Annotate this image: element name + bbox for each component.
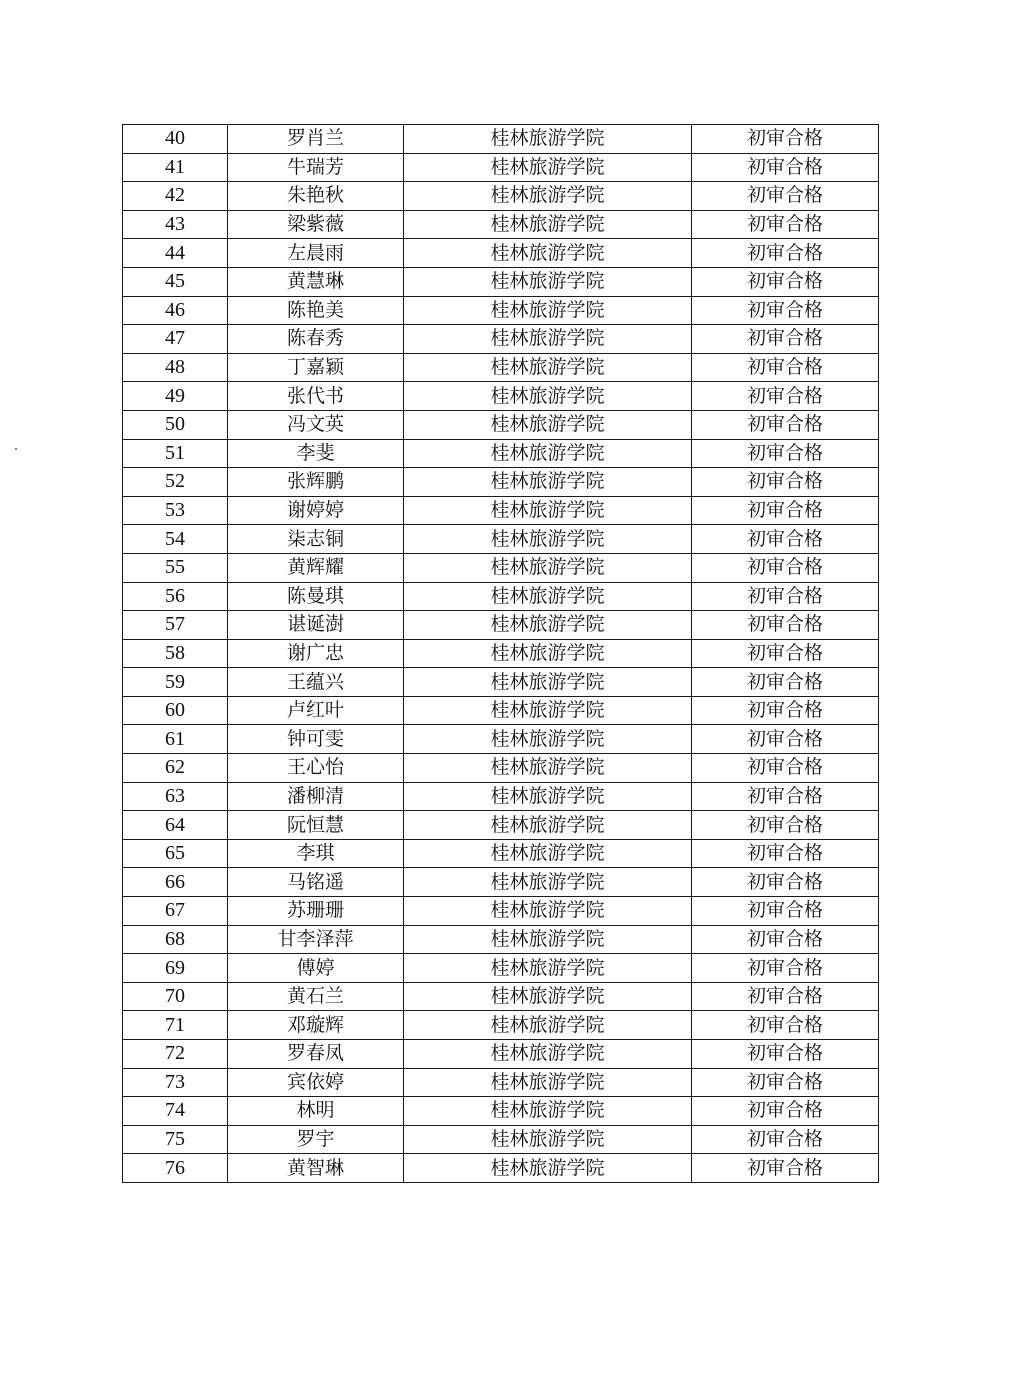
table-row — [123, 1097, 879, 1126]
school-name: 桂林旅游学院 — [404, 267, 692, 296]
review-status: 初审合格 — [692, 925, 879, 954]
row-number: 45 — [123, 267, 228, 296]
row-number: 76 — [123, 1154, 228, 1183]
review-status: 初审合格 — [692, 353, 879, 382]
review-status: 初审合格 — [692, 325, 879, 354]
applicant-name: 黄慧琳 — [228, 267, 404, 296]
applicant-name: 张辉鹏 — [228, 468, 404, 497]
table-row — [123, 754, 879, 783]
table-row — [123, 925, 879, 954]
row-number: 75 — [123, 1125, 228, 1154]
table-row — [123, 582, 879, 611]
school-name: 桂林旅游学院 — [404, 1040, 692, 1069]
scan-speck — [15, 448, 17, 450]
row-number: 41 — [123, 153, 228, 182]
review-status: 初审合格 — [692, 153, 879, 182]
applicant-name: 柒志铜 — [228, 525, 404, 554]
school-name: 桂林旅游学院 — [404, 296, 692, 325]
applicant-name: 张代书 — [228, 382, 404, 411]
row-number: 69 — [123, 954, 228, 983]
review-status: 初审合格 — [692, 582, 879, 611]
school-name: 桂林旅游学院 — [404, 496, 692, 525]
school-name: 桂林旅游学院 — [404, 325, 692, 354]
row-number: 42 — [123, 182, 228, 211]
row-number: 58 — [123, 639, 228, 668]
table-row — [123, 982, 879, 1011]
table-row — [123, 1154, 879, 1183]
table-row — [123, 468, 879, 497]
applicant-name: 李琪 — [228, 839, 404, 868]
review-status: 初审合格 — [692, 754, 879, 783]
table-row — [123, 1068, 879, 1097]
table-row — [123, 897, 879, 926]
applicant-name: 谢广忠 — [228, 639, 404, 668]
applicant-name: 陈艳美 — [228, 296, 404, 325]
review-status: 初审合格 — [692, 982, 879, 1011]
review-status: 初审合格 — [692, 296, 879, 325]
table-row — [123, 267, 879, 296]
row-number: 61 — [123, 725, 228, 754]
school-name: 桂林旅游学院 — [404, 582, 692, 611]
row-number: 60 — [123, 696, 228, 725]
row-number: 71 — [123, 1011, 228, 1040]
table-row — [123, 1040, 879, 1069]
review-status: 初审合格 — [692, 868, 879, 897]
applicant-name: 阮恒慧 — [228, 811, 404, 840]
review-status: 初审合格 — [692, 668, 879, 697]
row-number: 46 — [123, 296, 228, 325]
applicant-name: 罗肖兰 — [228, 125, 404, 154]
row-number: 54 — [123, 525, 228, 554]
applicant-name: 谢婷婷 — [228, 496, 404, 525]
review-status: 初审合格 — [692, 182, 879, 211]
table-row — [123, 210, 879, 239]
review-status: 初审合格 — [692, 1040, 879, 1069]
review-status: 初审合格 — [692, 439, 879, 468]
row-number: 67 — [123, 897, 228, 926]
table-row — [123, 325, 879, 354]
school-name: 桂林旅游学院 — [404, 125, 692, 154]
review-status: 初审合格 — [692, 267, 879, 296]
row-number: 59 — [123, 668, 228, 697]
applicant-name: 王心怡 — [228, 754, 404, 783]
school-name: 桂林旅游学院 — [404, 982, 692, 1011]
review-status: 初审合格 — [692, 525, 879, 554]
table-row — [123, 496, 879, 525]
row-number: 43 — [123, 210, 228, 239]
school-name: 桂林旅游学院 — [404, 382, 692, 411]
school-name: 桂林旅游学院 — [404, 696, 692, 725]
table-row — [123, 439, 879, 468]
review-status: 初审合格 — [692, 725, 879, 754]
school-name: 桂林旅游学院 — [404, 1125, 692, 1154]
school-name: 桂林旅游学院 — [404, 439, 692, 468]
table-row — [123, 553, 879, 582]
applicant-name: 王蕴兴 — [228, 668, 404, 697]
table-row — [123, 353, 879, 382]
row-number: 57 — [123, 611, 228, 640]
review-status: 初审合格 — [692, 639, 879, 668]
review-status: 初审合格 — [692, 1097, 879, 1126]
table-row — [123, 296, 879, 325]
row-number: 47 — [123, 325, 228, 354]
applicant-name: 邓璇辉 — [228, 1011, 404, 1040]
school-name: 桂林旅游学院 — [404, 782, 692, 811]
school-name: 桂林旅游学院 — [404, 811, 692, 840]
applicant-name: 罗春凤 — [228, 1040, 404, 1069]
review-status: 初审合格 — [692, 1011, 879, 1040]
school-name: 桂林旅游学院 — [404, 1097, 692, 1126]
school-name: 桂林旅游学院 — [404, 954, 692, 983]
review-status: 初审合格 — [692, 611, 879, 640]
applicant-name: 梁紫薇 — [228, 210, 404, 239]
table-row — [123, 525, 879, 554]
review-status: 初审合格 — [692, 553, 879, 582]
table-row — [123, 1125, 879, 1154]
row-number: 56 — [123, 582, 228, 611]
school-name: 桂林旅游学院 — [404, 668, 692, 697]
applicant-name: 黄石兰 — [228, 982, 404, 1011]
applicant-name: 林明 — [228, 1097, 404, 1126]
review-status: 初审合格 — [692, 125, 879, 154]
row-number: 52 — [123, 468, 228, 497]
school-name: 桂林旅游学院 — [404, 353, 692, 382]
school-name: 桂林旅游学院 — [404, 611, 692, 640]
applicant-name: 甘李泽萍 — [228, 925, 404, 954]
school-name: 桂林旅游学院 — [404, 182, 692, 211]
applicant-name: 潘柳清 — [228, 782, 404, 811]
table-row — [123, 696, 879, 725]
row-number: 68 — [123, 925, 228, 954]
school-name: 桂林旅游学院 — [404, 897, 692, 926]
row-number: 48 — [123, 353, 228, 382]
row-number: 63 — [123, 782, 228, 811]
applicant-name: 冯文英 — [228, 410, 404, 439]
applicant-name: 陈曼琪 — [228, 582, 404, 611]
school-name: 桂林旅游学院 — [404, 410, 692, 439]
applicant-name: 苏珊珊 — [228, 897, 404, 926]
review-status: 初审合格 — [692, 382, 879, 411]
applicant-name: 钟可雯 — [228, 725, 404, 754]
applicant-name: 左晨雨 — [228, 239, 404, 268]
school-name: 桂林旅游学院 — [404, 1011, 692, 1040]
row-number: 74 — [123, 1097, 228, 1126]
table-row — [123, 125, 879, 154]
review-status: 初审合格 — [692, 410, 879, 439]
row-number: 51 — [123, 439, 228, 468]
applicant-name: 宾依婷 — [228, 1068, 404, 1097]
table-row — [123, 725, 879, 754]
table-row — [123, 239, 879, 268]
school-name: 桂林旅游学院 — [404, 925, 692, 954]
applicant-name: 卢红叶 — [228, 696, 404, 725]
school-name: 桂林旅游学院 — [404, 525, 692, 554]
table-row — [123, 668, 879, 697]
school-name: 桂林旅游学院 — [404, 153, 692, 182]
roster-sheet — [122, 124, 878, 1183]
review-status: 初审合格 — [692, 811, 879, 840]
applicant-name: 牛瑞芳 — [228, 153, 404, 182]
applicant-name: 罗宇 — [228, 1125, 404, 1154]
review-status: 初审合格 — [692, 1125, 879, 1154]
table-row — [123, 782, 879, 811]
applicant-name: 朱艳秋 — [228, 182, 404, 211]
school-name: 桂林旅游学院 — [404, 839, 692, 868]
row-number: 50 — [123, 410, 228, 439]
school-name: 桂林旅游学院 — [404, 210, 692, 239]
row-number: 55 — [123, 553, 228, 582]
review-status: 初审合格 — [692, 954, 879, 983]
applicant-name: 陈春秀 — [228, 325, 404, 354]
review-status: 初审合格 — [692, 696, 879, 725]
applicant-name: 马铭遥 — [228, 868, 404, 897]
applicant-name: 丁嘉颖 — [228, 353, 404, 382]
review-status: 初审合格 — [692, 839, 879, 868]
row-number: 40 — [123, 125, 228, 154]
table-row — [123, 611, 879, 640]
row-number: 73 — [123, 1068, 228, 1097]
table-row — [123, 954, 879, 983]
table-row — [123, 153, 879, 182]
row-number: 72 — [123, 1040, 228, 1069]
table-row — [123, 382, 879, 411]
school-name: 桂林旅游学院 — [404, 725, 692, 754]
table-row — [123, 639, 879, 668]
review-status: 初审合格 — [692, 897, 879, 926]
school-name: 桂林旅游学院 — [404, 1154, 692, 1183]
row-number: 65 — [123, 839, 228, 868]
review-status: 初审合格 — [692, 210, 879, 239]
review-status: 初审合格 — [692, 1154, 879, 1183]
table-row — [123, 868, 879, 897]
applicant-name: 李斐 — [228, 439, 404, 468]
roster-table — [122, 124, 879, 1183]
table-row — [123, 839, 879, 868]
school-name: 桂林旅游学院 — [404, 239, 692, 268]
roster-body — [123, 125, 879, 1183]
school-name: 桂林旅游学院 — [404, 468, 692, 497]
row-number: 53 — [123, 496, 228, 525]
row-number: 62 — [123, 754, 228, 783]
row-number: 44 — [123, 239, 228, 268]
row-number: 70 — [123, 982, 228, 1011]
school-name: 桂林旅游学院 — [404, 754, 692, 783]
review-status: 初审合格 — [692, 496, 879, 525]
review-status: 初审合格 — [692, 1068, 879, 1097]
school-name: 桂林旅游学院 — [404, 639, 692, 668]
review-status: 初审合格 — [692, 468, 879, 497]
applicant-name: 谌诞澍 — [228, 611, 404, 640]
table-row — [123, 811, 879, 840]
review-status: 初审合格 — [692, 782, 879, 811]
school-name: 桂林旅游学院 — [404, 868, 692, 897]
review-status: 初审合格 — [692, 239, 879, 268]
row-number: 49 — [123, 382, 228, 411]
table-row — [123, 182, 879, 211]
table-row — [123, 410, 879, 439]
applicant-name: 黄智琳 — [228, 1154, 404, 1183]
applicant-name: 黄辉耀 — [228, 553, 404, 582]
table-row — [123, 1011, 879, 1040]
school-name: 桂林旅游学院 — [404, 1068, 692, 1097]
school-name: 桂林旅游学院 — [404, 553, 692, 582]
row-number: 64 — [123, 811, 228, 840]
row-number: 66 — [123, 868, 228, 897]
applicant-name: 傅婷 — [228, 954, 404, 983]
